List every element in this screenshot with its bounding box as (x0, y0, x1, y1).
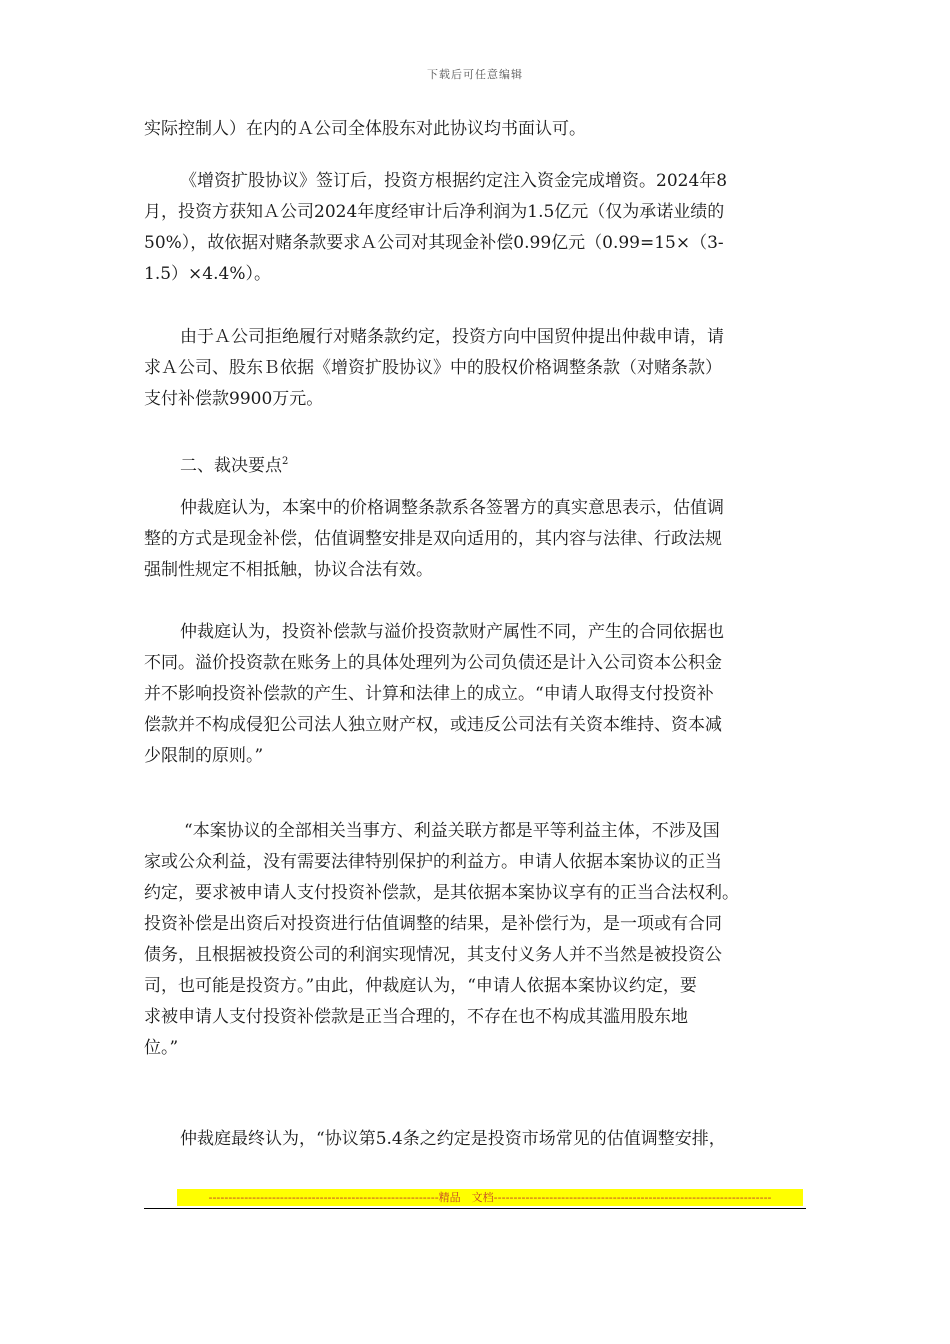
text-line: 整的方式是现金补偿，估值调整安排是双向适用的，其内容与法律、行政法规 (144, 529, 722, 549)
text-line: 投资补偿是出资后对投资进行估值调整的结果，是补偿行为，是一项或有合同 (144, 914, 722, 934)
text-line: 少限制的原则。” (144, 746, 264, 766)
paragraph-clause-validity (144, 493, 808, 586)
text-line: 并不影响投资补偿款的产生、计算和法律上的成立。“申请人取得支付投资补 (144, 684, 714, 704)
text-line: 1.5）×4.4%）。 (144, 264, 271, 284)
paragraph-continuation (144, 114, 808, 145)
text-line: 约定，要求被申请人支付投资补偿款，是其依据本案协议享有的正当合法权利。 (144, 883, 739, 903)
text-line: 仲裁庭认为，投资补偿款与溢价投资款财产属性不同，产生的合同依据也 (180, 622, 724, 642)
text-line: 司，也可能是投资方。”由此，仲裁庭认为，“申请人依据本案协议约定，要 (144, 976, 697, 996)
text-line: 偿款并不构成侵犯公司法人独立财产权，或违反公司法有关资本维持、资本减 (144, 715, 722, 735)
text-line: 仲裁庭认为，本案中的价格调整条款系各签署方的真实意思表示，估值调 (180, 498, 724, 518)
paragraph-compensation-nature (144, 617, 808, 772)
text-line: 求Ａ公司、股东Ｂ依据《增资扩股协议》中的股权价格调整条款（对赌条款） (144, 358, 722, 378)
text-line: 支付补偿款9900万元。 (144, 389, 324, 409)
section-heading (144, 446, 808, 477)
text-line: 月，投资方获知Ａ公司2024年度经审计后净利润为1.5亿元（仅为承诺业绩的 (144, 202, 725, 222)
text-line: 求被申请人支付投资补偿款是正当合理的，不存在也不构成其滥用股东地 (144, 1007, 688, 1027)
text-line: 家或公众利益，没有需要法律特别保护的利益方。申请人依据本案协议的正当 (144, 852, 722, 872)
text-line: 由于Ａ公司拒绝履行对赌条款约定，投资方向中国贸仲提出仲裁申请，请 (180, 327, 724, 347)
paragraph-equal-parties (144, 816, 808, 1064)
footer-rule (144, 1208, 806, 1209)
footer-watermark-band: ----------------------------------------------------------精品 文档---------------------------------------------------------------------- (177, 1189, 803, 1206)
page-header: 下载后可任意编辑 (427, 68, 523, 81)
footnote-marker: 2 (282, 456, 289, 467)
paragraph-capital-increase (144, 166, 808, 290)
text-line: 《增资扩股协议》签订后，投资方根据约定注入资金完成增资。2024年8 (180, 171, 728, 191)
text-line: 50%），故依据对赌条款要求Ａ公司对其现金补偿0.99亿元（0.99=15×（3- (144, 233, 724, 253)
text-line: 位。” (144, 1038, 179, 1058)
text-line: 实际控制人）在内的Ａ公司全体股东对此协议均书面认可。 (144, 119, 586, 139)
text-line: 仲裁庭最终认为，“协议第5.4条之约定是投资市场常见的估值调整安排， (180, 1129, 726, 1149)
text-line: 强制性规定不相抵触，协议合法有效。 (144, 560, 433, 580)
paragraph-final-finding (144, 1124, 808, 1155)
paragraph-arbitration-request (144, 322, 808, 415)
text-line: “本案协议的全部相关当事方、利益关联方都是平等利益主体，不涉及国 (184, 821, 720, 841)
text-line: 不同。溢价投资款在账务上的具体处理列为公司负债还是计入公司资本公积金 (144, 653, 722, 673)
text-line: 债务，且根据被投资公司的利润实现情况，其支付义务人并不当然是被投资公 (144, 945, 722, 965)
heading-text: 二、裁决要点 (180, 456, 282, 476)
